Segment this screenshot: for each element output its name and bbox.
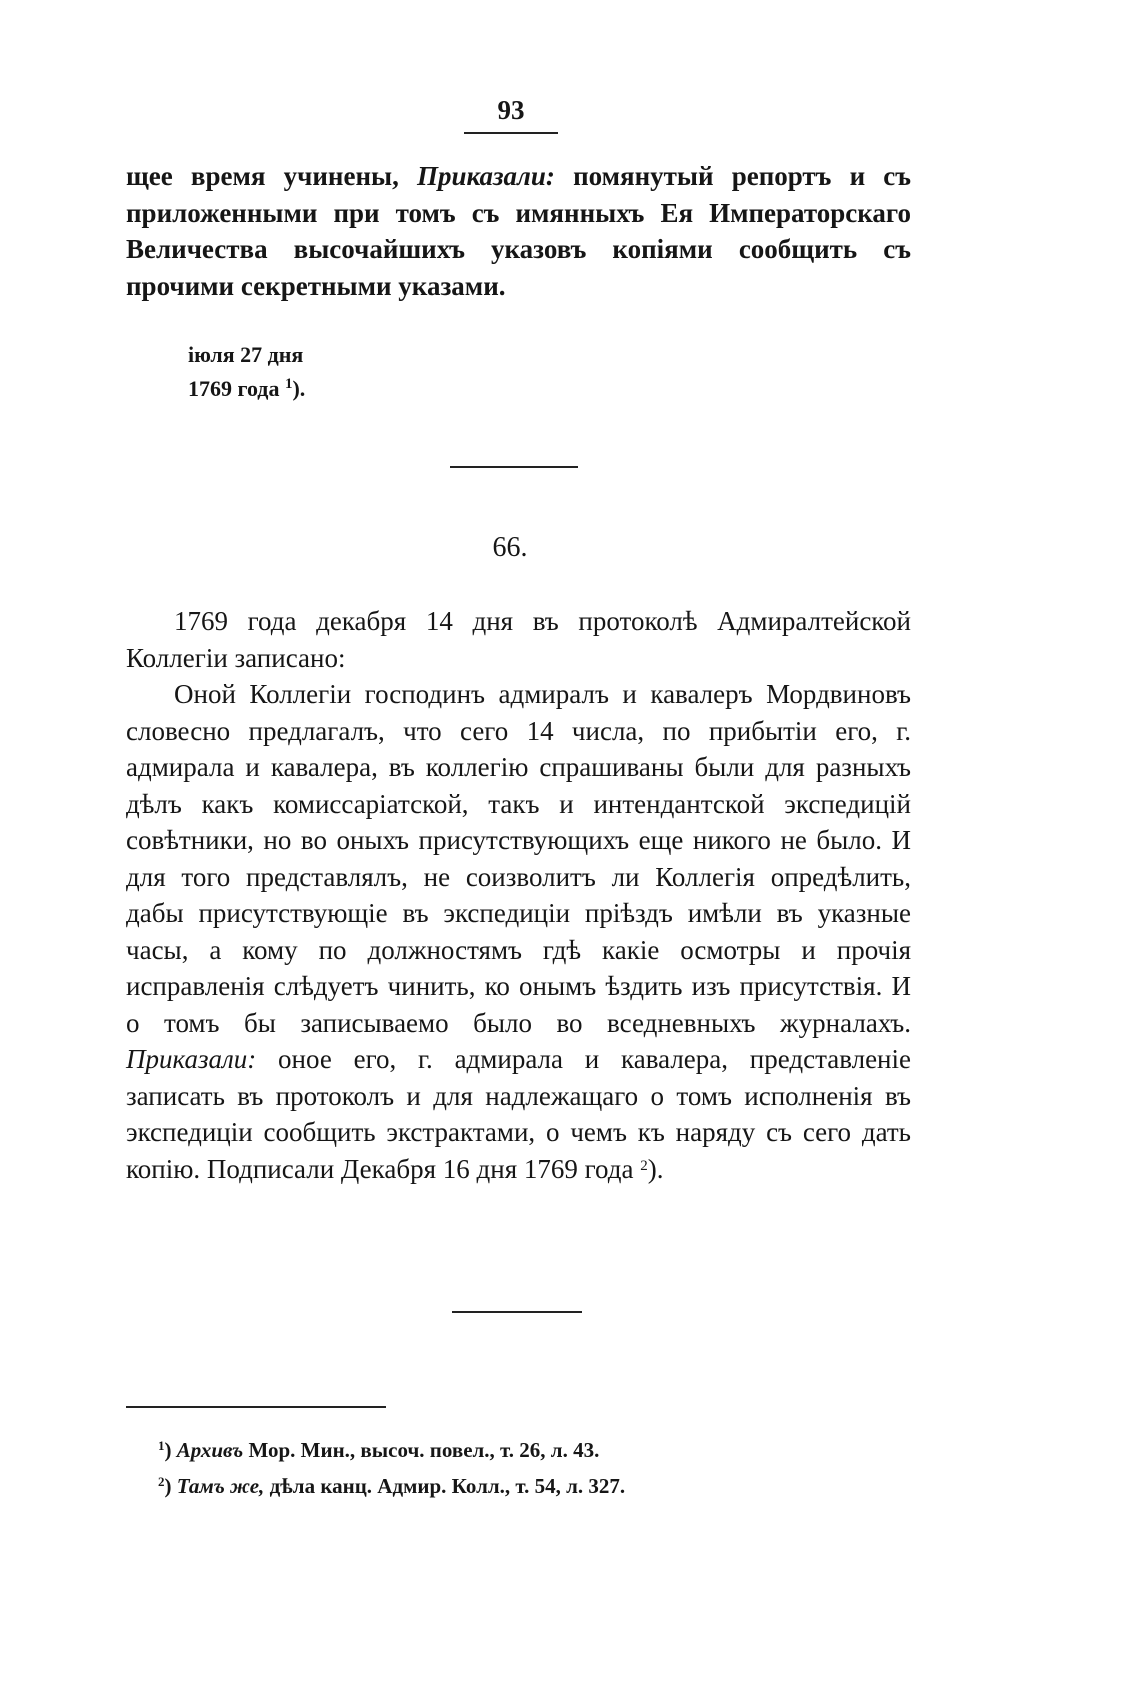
document-number: 66. bbox=[492, 532, 528, 563]
section-separator bbox=[450, 466, 578, 468]
footnote-1 bbox=[158, 1432, 625, 1468]
date-line-2 bbox=[188, 372, 305, 406]
prikazali-emphasis: Приказали: bbox=[416, 161, 555, 191]
document-close: ). bbox=[647, 1153, 664, 1184]
page-number-underline bbox=[464, 132, 558, 134]
footnote-paren: ) bbox=[164, 1438, 177, 1462]
document-main-paragraph bbox=[126, 676, 911, 1187]
footnote-mark: 2 bbox=[158, 1473, 165, 1489]
date-year: 1769 года bbox=[188, 376, 285, 401]
page-number: 93 bbox=[497, 95, 525, 125]
date-line-1: іюля 27 дня bbox=[188, 342, 304, 367]
footnote-ref-2: 2 bbox=[640, 1157, 648, 1174]
footnote-rule bbox=[126, 1406, 386, 1408]
prikazali-emphasis: Приказали: bbox=[126, 1044, 257, 1074]
footnote-text: дѣла канц. Адмир. Колл., т. 54, л. 327. bbox=[264, 1474, 626, 1498]
footnote-mark: 1 bbox=[158, 1437, 165, 1453]
footnotes bbox=[158, 1432, 625, 1504]
footnote-2 bbox=[158, 1468, 625, 1504]
footnote-paren: ) bbox=[164, 1474, 177, 1498]
footnote-source: Архивъ bbox=[176, 1438, 244, 1462]
document-text-2: оное его, г. адмирала и кавалера, представленіе записать въ протоколъ и для надлежащаго о томъ исполненія въ экспедиціи сообщить экстрактами, о чемъ къ наряду съ сего дать копію. Подписали Декабря 16 дня 1769 года bbox=[126, 1044, 911, 1184]
footnote-text: Мор. Мин., высоч. повел., т. 26, л. 43. bbox=[243, 1438, 600, 1462]
section-separator bbox=[452, 1311, 582, 1313]
document-text-1: Оной Коллегіи господинъ адмиралъ и кавалеръ Мордвиновъ словесно предлагалъ, что сего 14 числа, по прибытіи его, г. адмирала и кавалера, въ коллегію спрашиваны были для разныхъ дѣлъ какъ комиссаріатской, такъ и интендантской экспедицій совѣтники, но во оныхъ присутствующихъ еще никого не было. И для того представлялъ, не соизволитъ ли Коллегія опредѣлить, дабы присутствующіе въ экспедиціи пріѣздъ имѣли въ указные часы, а кому по должностямъ гдѣ какіе осмотры и прочія исправленія слѣдуетъ чинить, ко онымъ ѣздить изъ присутствія. И о томъ бы записываемо было во вседневныхъ журналахъ. bbox=[126, 679, 911, 1038]
document-intro: 1769 года декабря 14 дня въ протоколѣ Адмиралтейской Коллегіи записано: bbox=[126, 606, 911, 673]
footnote-source: Тамъ же, bbox=[176, 1474, 265, 1498]
date-signature bbox=[188, 338, 305, 406]
top-paragraph-text-end: помянутый репортъ и съ приложенными при томъ съ имянныхъ Ея Императорскаго Величества высочайшихъ указовъ копіями сообщить съ прочими секретными указами. bbox=[126, 161, 911, 301]
top-paragraph bbox=[126, 158, 911, 304]
date-close: ). bbox=[292, 376, 306, 401]
footnote-ref-1: 1 bbox=[284, 375, 293, 392]
top-paragraph-text-start: щее время учинены, bbox=[126, 161, 417, 191]
document-body bbox=[126, 603, 911, 1187]
